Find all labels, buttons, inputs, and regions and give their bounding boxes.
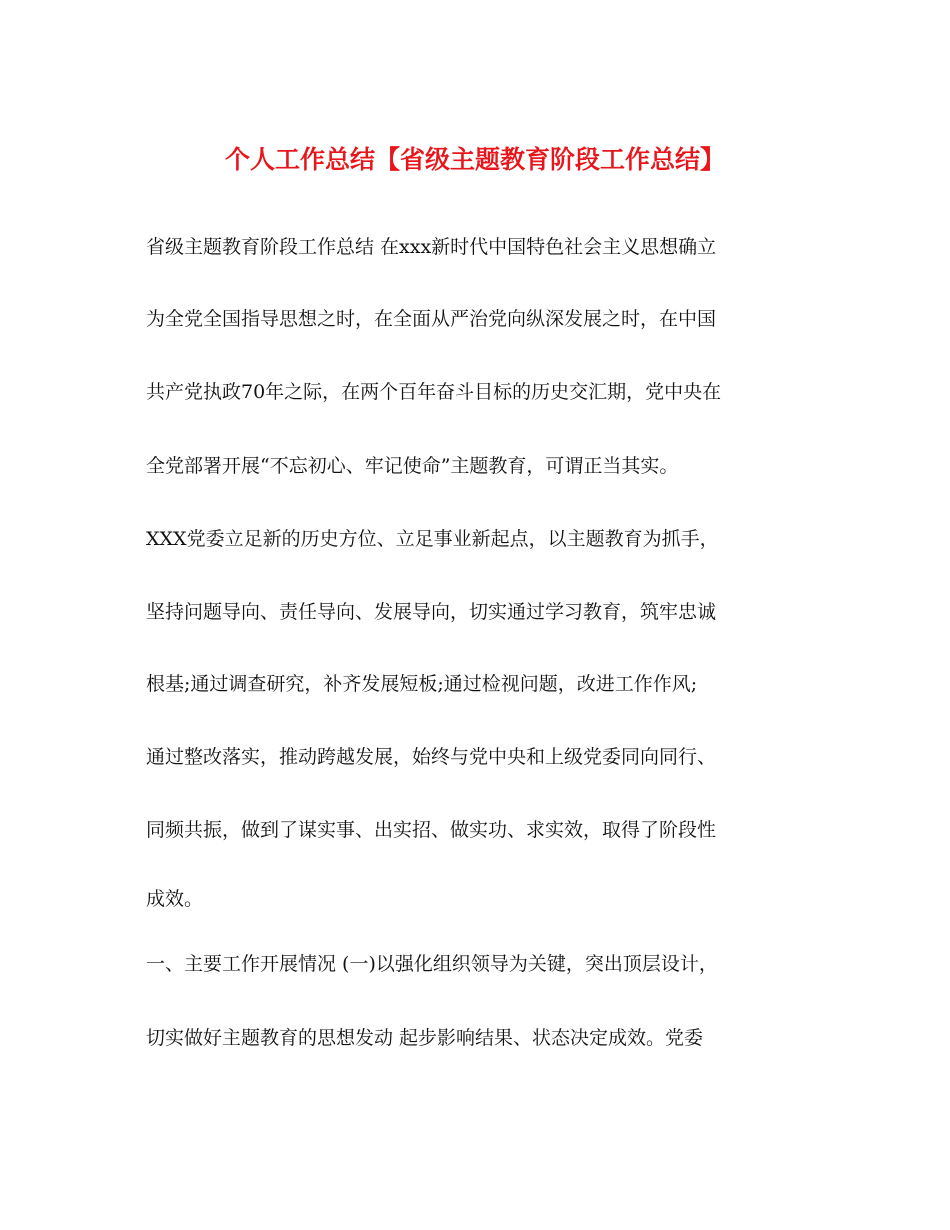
document-title: 个人工作总结【省级主题教育阶段工作总结】 [224, 145, 725, 174]
body-line-4: 全党部署开展“不忘初心、牢记使命”主题教育，可谓正当其实。 [146, 455, 679, 477]
body-line-11: 一、主要工作开展情况 (一)以强化组织领导为关键，突出顶层设计， [146, 953, 718, 975]
body-line-6: 坚持问题导向、责任导向、发展导向，切实通过学习教育，筑牢忠诚 [146, 601, 717, 623]
body-line-5: XXX党委立足新的历史方位、立足事业新起点，以主题教育为抓手， [146, 528, 719, 550]
body-line-12: 切实做好主题教育的思想发动 起步影响结果、状态决定成效。党委 [146, 1027, 704, 1049]
body-line-8: 通过整改落实，推动跨越发展，始终与党中央和上级党委同向同行、 [146, 746, 717, 768]
body-line-3: 共产党执政70年之际，在两个百年奋斗目标的历史交汇期，党中央在 [146, 381, 722, 403]
body-line-1: 省级主题教育阶段工作总结 在xxx新时代中国特色社会主义思想确立 [146, 236, 717, 258]
body-line-7: 根基;通过调查研究，补齐发展短板;通过检视问题，改进工作作风; [146, 673, 698, 695]
body-line-10: 成效。 [146, 888, 204, 910]
body-line-9: 同频共振，做到了谋实事、出实招、做实功、求实效，取得了阶段性 [146, 819, 717, 841]
body-line-2: 为全党全国指导思想之时，在全面从严治党向纵深发展之时，在中国 [146, 308, 717, 330]
